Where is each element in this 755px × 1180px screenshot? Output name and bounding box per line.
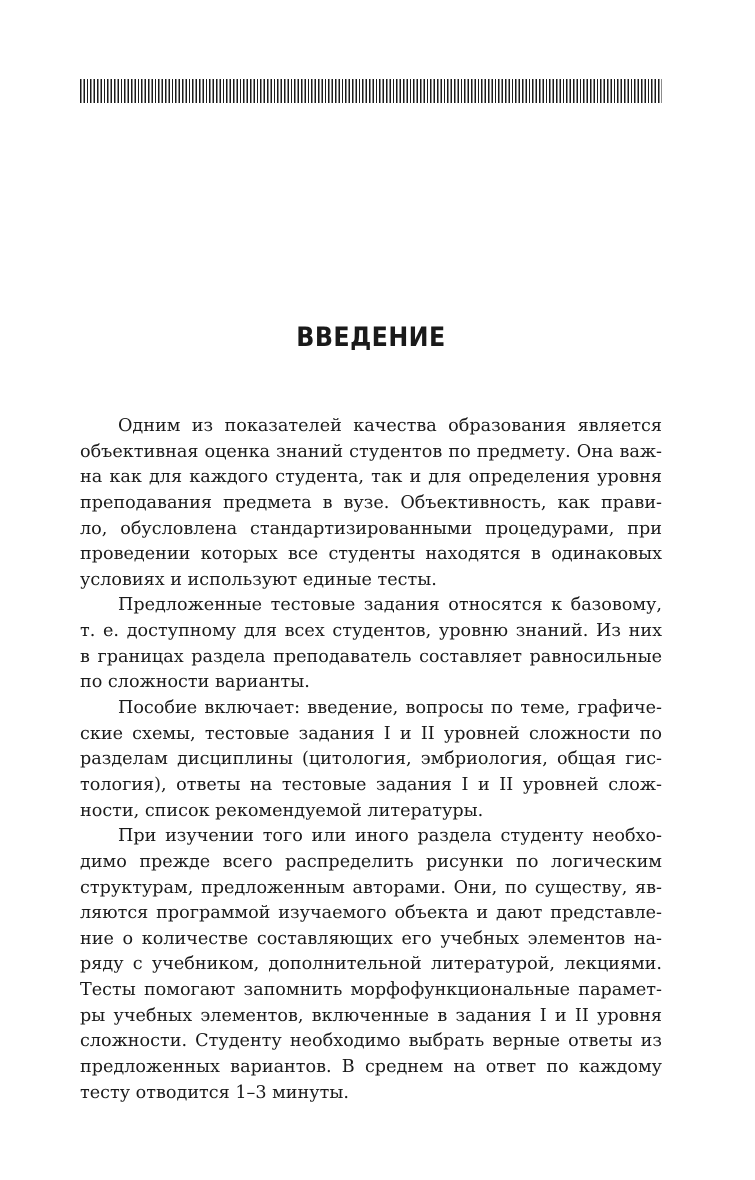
text-line: ряду с учебником, дополнительной литературой, лекциями. [80,954,662,975]
text-line: по сложности варианты. [80,672,310,693]
text-line: Предложенные тестовые задания относятся к базовому, [118,595,662,616]
text-line: Тесты помогают запомнить морфофункциональные парамет- [80,980,662,1001]
text-line: ности, список рекомендуемой литературы. [80,800,484,821]
text-line: димо прежде всего распределить рисунки по логическим [80,851,662,872]
paragraph-1 [80,414,662,593]
text-line: ские схемы, тестовые задания I и II уровней сложности по [80,723,662,744]
text-line: сложности. Студенту необходимо выбрать верные ответы из [80,1031,662,1052]
text-line: Одним из показателей качества образования является [118,416,662,436]
text-line: предложенных вариантов. В среднем на ответ по каждому [80,1057,662,1078]
text-line: разделам дисциплины (цитология, эмбриология, общая гис- [80,749,662,770]
text-line: тология), ответы на тестовые задания I и II уровней слож- [80,774,662,795]
text-line: Пособие включает: введение, вопросы по теме, графиче- [118,698,662,719]
text-line: структурам, предложенным авторами. Они, по существу, яв- [80,877,662,898]
text-line: в границах раздела преподаватель составляет равносильные [80,646,662,667]
text-line: преподавания предмета в вузе. Объективность, как прави- [80,492,662,513]
page-title: ВВЕДЕНИЕ [296,322,446,353]
text-line: на как для каждого студента, так и для определения уровня [80,467,662,488]
text-line: тесту отводится 1–3 минуты. [80,1082,349,1103]
text-line: ры учебных элементов, включенные в задания I и II уровня [80,1005,662,1026]
body-text [80,414,662,1106]
text-line: ляются программой изучаемого объекта и дают представле- [80,903,662,924]
text-line: условиях и используют единые тесты. [80,569,437,590]
text-line: При изучении того или иного раздела студенту необхо- [118,826,662,847]
decorative-header-rule [80,79,662,103]
text-line: объективная оценка знаний студентов по предмету. Она важ- [80,441,662,462]
text-line: ние о количестве составляющих его учебных элементов на- [80,928,662,949]
paragraph-3 [80,696,662,824]
text-line: т. е. доступному для всех студентов, уровню знаний. Из них [80,621,662,642]
text-line: ло, обусловлена стандартизированными процедурами, при [80,518,662,539]
text-line: проведении которых все студенты находятся в одинаковых [80,544,662,565]
paragraph-4 [80,824,662,1106]
paragraph-2 [80,593,662,696]
